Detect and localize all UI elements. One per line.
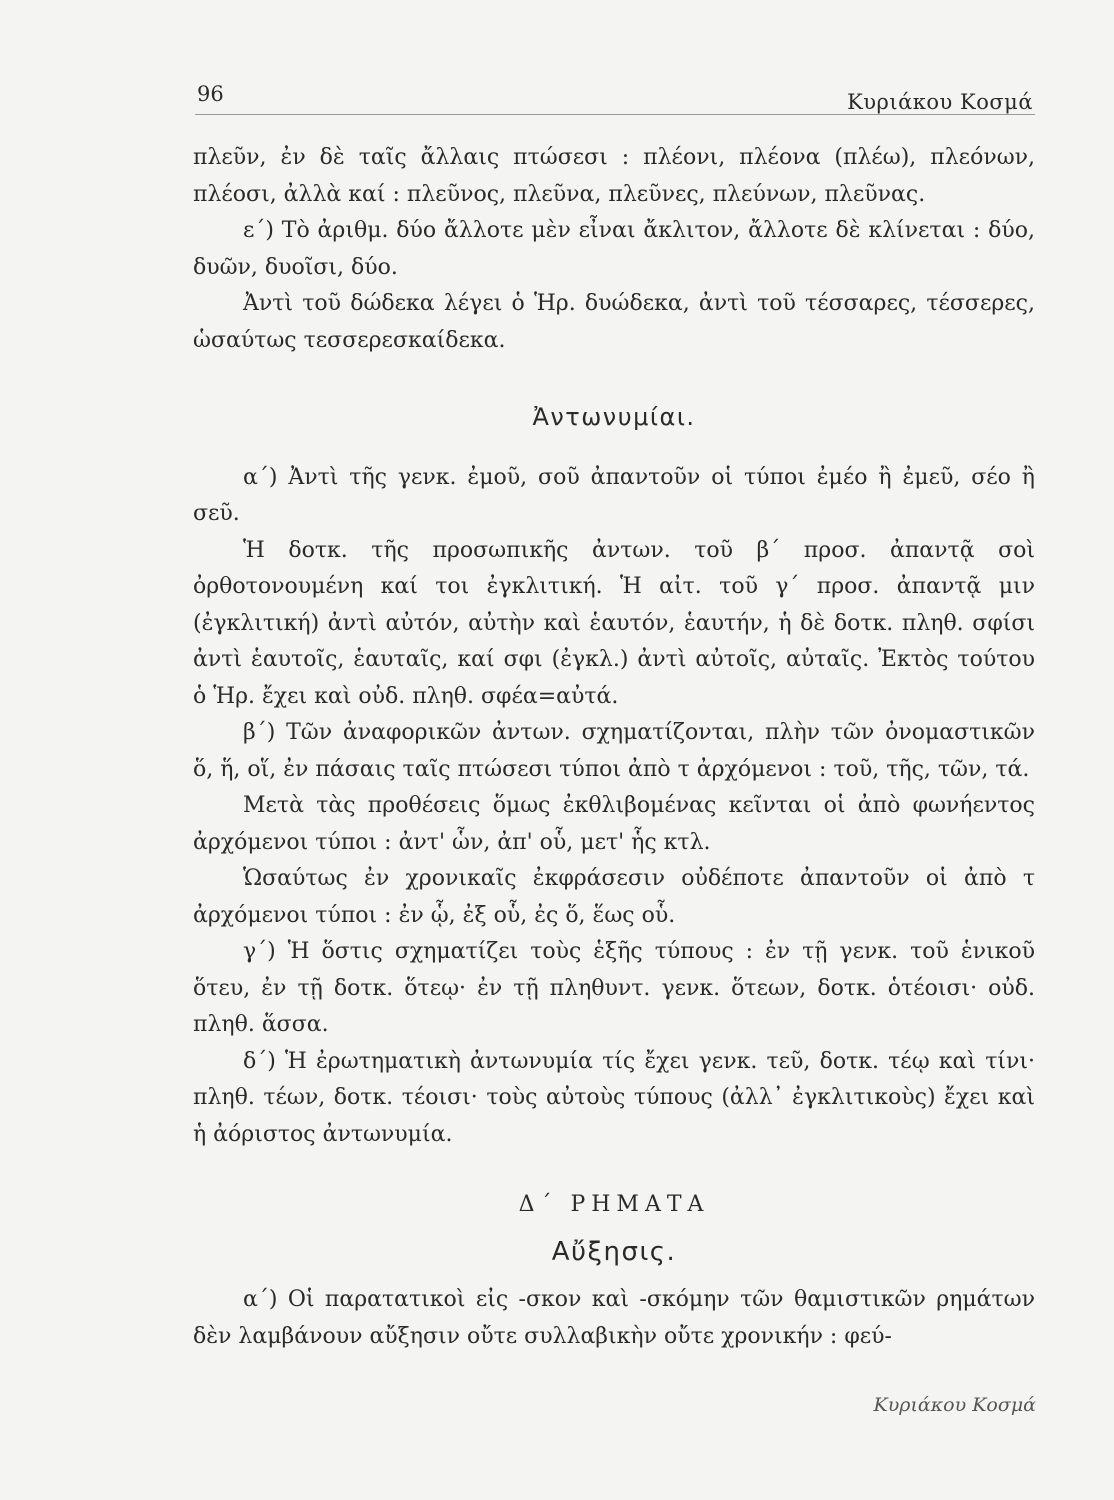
paragraph-4: α΄) Ἀντὶ τῆς γενκ. ἐμοῦ, σοῦ ἀπαντοῦν οἱ τύποι ἐμέο ἢ ἐμεῦ, σέο ἢ σεῦ.: [193, 464, 1035, 526]
section-heading-augment: Αὔξησις.: [551, 1236, 677, 1267]
paragraph-5: Ἡ δοτκ. τῆς προσωπικῆς ἀντων. τοῦ β΄ προσ. ἀπαντᾷ σοὶ ὀρθοτονουμένη καί τοι ἐγκλιτική. Ἡ αἰτ. τοῦ γ΄ προσ. ἀπαντᾷ μιν (ἐγκλιτική) ἀντὶ αὐτόν, αὐτὴν καὶ ἑαυτόν, ἑαυτήν, ἡ δὲ δοτκ. πληθ. σφίσι ἀντὶ ἑαυτοῖς, ἑαυταῖς, καί σφι (ἐγκλ.) ἀντὶ αὐτοῖς, αὐταῖς. Ἐκτὸς τούτου ὁ Ἡρ. ἔχει καὶ οὐδ. πληθ. σφέα=αὐτά.: [193, 537, 1035, 709]
chapter-heading-verbs: Δ΄ ΡΗΜΑΤΑ: [518, 1192, 710, 1217]
page-number: 96: [197, 82, 224, 106]
paragraph-7: Μετὰ τὰς προθέσεις ὅμως ἐκθλιβομένας κεῖνται οἱ ἀπὸ φωνήεντος ἀρχόμενοι τύποι : ἀντ' ὧν, ἀπ' οὗ, μετ' ἧς κτλ.: [193, 793, 1035, 855]
paragraph-8: Ὡσαύτως ἐν χρονικαῖς ἐκφράσεσιν οὐδέποτε ἀπαντοῦν οἱ ἀπὸ τ ἀρχόμενοι τύποι : ἐν ᾧ, ἐξ οὗ, ἐς ὅ, ἕως οὗ.: [193, 866, 1035, 928]
paragraph-11: α΄) Οἱ παρατατικοὶ εἰς -σκον καὶ -σκόμην τῶν θαμιστικῶν ρημάτων δὲν λαμβάνουν αὔξησιν οὔτε συλλαβικὴν οὔτε χρονικήν : φεύ-: [193, 1287, 1035, 1349]
paragraph-9: γ΄) Ἡ ὅστις σχηματίζει τοὺς ἑξῆς τύπους : ἐν τῇ γενκ. τοῦ ἑνικοῦ ὅτευ, ἐν τῇ δοτκ. ὅτεῳ· ἐν τῇ πληθυντ. γενκ. ὅτεων, δοτκ. ὁτέοισι· οὐδ. πληθ. ἅσσα.: [193, 939, 1035, 1037]
section-heading-pronouns: Ἀντωνυμίαι.: [532, 403, 696, 431]
paragraph-10: δ΄) Ἡ ἐρωτηματικὴ ἀντωνυμία τίς ἔχει γενκ. τεῦ, δοτκ. τέῳ καὶ τίνι· πληθ. τέων, δοτκ. τέοισι· τοὺς αὐτοὺς τύπους (ἀλλ᾽ ἐγκλιτικοὺς) ἔχει καὶ ἡ ἀόριστος ἀντωνυμία.: [193, 1048, 1035, 1147]
footer-signature: Κυριάκου Κοσμά: [873, 1394, 1036, 1416]
body-text: [193, 140, 1035, 1355]
paragraph-2: ε΄) Τὸ ἀριθμ. δύο ἄλλοτε μὲν εἶναι ἄκλιτον, ἄλλοτε δὲ κλίνεται : δύο, δυῶν, δυοῖσι, δύο.: [193, 218, 1035, 280]
paragraph-1: πλεῦν, ἐν δὲ ταῖς ἄλλαις πτώσεσι : πλέονι, πλέονα (πλέω), πλεόνων, πλέοσι, ἀλλὰ καί : πλεῦνος, πλεῦνα, πλεῦνες, πλεύνων, πλεῦνας.: [193, 145, 1035, 207]
paragraph-6: β΄) Τῶν ἀναφορικῶν ἀντων. σχηματίζονται, πλὴν τῶν ὀνομαστικῶν ὅ, ἥ, οἵ, ἐν πάσαις ταῖς πτώσεσι τύποι ἀπὸ τ ἀρχόμενοι : τοῦ, τῆς, τῶν, τά.: [193, 720, 1035, 782]
paragraph-3: Ἀντὶ τοῦ δώδεκα λέγει ὁ Ἡρ. δυώδεκα, ἀντὶ τοῦ τέσσαρες, τέσσερες, ὡσαύτως τεσσερεσκαίδεκα.: [193, 291, 1035, 353]
running-head: Κυριάκου Κοσμά: [847, 90, 1033, 114]
page-header: [195, 78, 1035, 115]
